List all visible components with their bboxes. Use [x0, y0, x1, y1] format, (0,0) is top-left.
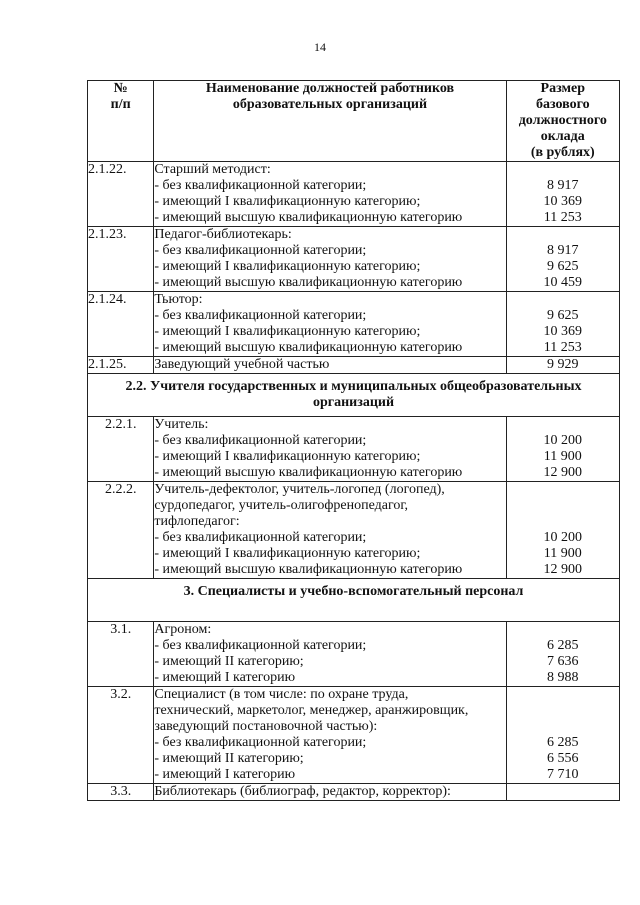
row-number: 2.2.2.	[88, 482, 154, 579]
position-category: - имеющий высшую квалификационную категорию	[154, 275, 463, 290]
page-number: 14	[314, 40, 326, 54]
row-salary	[506, 687, 619, 784]
row-salary	[506, 622, 619, 687]
salary-value: 8 917	[547, 243, 579, 258]
position-category: - без квалификационной категории;	[154, 433, 367, 448]
position-category: - без квалификационной категории;	[154, 178, 367, 193]
header-name-line: образовательных организаций	[232, 97, 428, 112]
position-category: - без квалификационной категории;	[154, 243, 367, 258]
table-row	[88, 417, 620, 482]
header-size-line: должностного	[518, 113, 607, 128]
position-category: - имеющий I квалификационную категорию;	[154, 449, 421, 464]
header-number-line: №	[113, 81, 128, 96]
salary-value: 9 625	[547, 308, 579, 323]
position-category: - имеющий I квалификационную категорию;	[154, 259, 421, 274]
position-category: - имеющий II категорию;	[154, 751, 304, 766]
salary-value: 8 988	[547, 670, 579, 685]
row-position	[154, 417, 506, 482]
row-position	[154, 687, 506, 784]
header-salary-size	[506, 81, 619, 162]
header-size-line: базового	[535, 97, 590, 112]
section-heading-line: организаций	[312, 395, 395, 410]
section-heading-line: 2.2. Учителя государственных и муниципальных общеобразовательных	[125, 379, 582, 394]
row-number: 3.3.	[88, 784, 154, 801]
row-salary	[506, 482, 619, 579]
salary-value: 11 253	[543, 340, 582, 355]
row-number: 2.1.25.	[88, 357, 154, 374]
section-heading	[88, 374, 620, 417]
position-category: - имеющий I квалификационную категорию;	[154, 324, 421, 339]
row-position	[154, 162, 506, 227]
position-category: - имеющий высшую квалификационную категорию	[154, 340, 463, 355]
table-row	[88, 622, 620, 687]
section-heading-line: 3. Специалисты и учебно-вспомогательный персонал	[183, 584, 524, 599]
salary-value: 6 285	[547, 735, 579, 750]
position-category: - имеющий I квалификационную категорию;	[154, 546, 421, 561]
position-category: - имеющий I категорию	[154, 767, 296, 782]
header-name-line: Наименование должностей работников	[205, 81, 455, 96]
table-row	[88, 687, 620, 784]
position-title: сурдопедагог, учитель-олигофренопедагог,	[154, 498, 409, 513]
salary-value: 7 710	[547, 767, 579, 782]
salary-value: 6 556	[547, 751, 579, 766]
table-row	[88, 227, 620, 292]
section-row	[88, 579, 620, 622]
position-title: заведующий постановочной частью):	[154, 719, 378, 734]
position-title: тифлопедагог:	[154, 514, 240, 529]
row-position	[154, 622, 506, 687]
position-category: - имеющий высшую квалификационную категорию	[154, 210, 463, 225]
salary-value: 9 625	[547, 259, 579, 274]
salary-value: 8 917	[547, 178, 579, 193]
table-row	[88, 482, 620, 579]
position-title: Заведующий учебной частью	[154, 357, 330, 372]
salary-value: 9 929	[547, 357, 579, 372]
row-position	[154, 292, 506, 357]
row-number: 2.1.24.	[88, 292, 154, 357]
salary-value: 11 900	[543, 449, 582, 464]
position-category: - имеющий II категорию;	[154, 654, 304, 669]
row-salary	[506, 292, 619, 357]
row-position	[154, 227, 506, 292]
header-position-name	[154, 81, 506, 162]
salary-value: 7 636	[547, 654, 579, 669]
header-size-line: Размер	[540, 81, 586, 96]
position-title: технический, маркетолог, менеджер, аранжировщик,	[154, 703, 469, 718]
position-category: - без квалификационной категории;	[154, 638, 367, 653]
position-title: Учитель:	[154, 417, 209, 432]
position-title: Педагог-библиотекарь:	[154, 227, 292, 242]
salary-value: 6 285	[547, 638, 579, 653]
salary-table	[87, 80, 620, 801]
row-position	[154, 784, 506, 801]
row-position	[154, 357, 506, 374]
table-row	[88, 784, 620, 801]
position-title: Старший методист:	[154, 162, 271, 177]
position-title: Специалист (в том числе: по охране труда,	[154, 687, 409, 702]
table-row	[88, 292, 620, 357]
position-title: Учитель-дефектолог, учитель-логопед (логопед),	[154, 482, 445, 497]
position-category: - без квалификационной категории;	[154, 735, 367, 750]
position-category: - имеющий I категорию	[154, 670, 296, 685]
salary-value: 10 369	[543, 324, 583, 339]
row-salary	[506, 227, 619, 292]
header-size-line: оклада	[540, 129, 585, 144]
section-row	[88, 374, 620, 417]
position-category: - без квалификационной категории;	[154, 530, 367, 545]
row-number: 2.1.23.	[88, 227, 154, 292]
row-number: 2.2.1.	[88, 417, 154, 482]
salary-value: 12 900	[543, 465, 583, 480]
row-salary	[506, 784, 619, 801]
salary-value: 11 253	[543, 210, 582, 225]
row-number: 3.2.	[88, 687, 154, 784]
salary-value: 10 459	[543, 275, 583, 290]
table-row	[88, 357, 620, 374]
row-salary	[506, 417, 619, 482]
row-number: 2.1.22.	[88, 162, 154, 227]
position-category: - имеющий высшую квалификационную категорию	[154, 562, 463, 577]
position-title: Тьютор:	[154, 292, 203, 307]
header-size-line: (в рублях)	[530, 145, 595, 160]
salary-value: 12 900	[543, 562, 583, 577]
salary-value: 10 369	[543, 194, 583, 209]
position-category: - имеющий I квалификационную категорию;	[154, 194, 421, 209]
table-header-row	[88, 81, 620, 162]
position-title: Библиотекарь (библиограф, редактор, корректор):	[154, 784, 451, 799]
row-number: 3.1.	[88, 622, 154, 687]
row-salary	[506, 357, 619, 374]
table-row	[88, 162, 620, 227]
salary-value: 10 200	[543, 530, 583, 545]
header-number	[88, 81, 154, 162]
salary-value: 11 900	[543, 546, 582, 561]
position-category: - имеющий высшую квалификационную категорию	[154, 465, 463, 480]
salary-value: 10 200	[543, 433, 583, 448]
header-number-line: п/п	[110, 97, 131, 112]
position-category: - без квалификационной категории;	[154, 308, 367, 323]
section-heading	[88, 579, 620, 622]
row-salary	[506, 162, 619, 227]
row-position	[154, 482, 506, 579]
position-title: Агроном:	[154, 622, 212, 637]
